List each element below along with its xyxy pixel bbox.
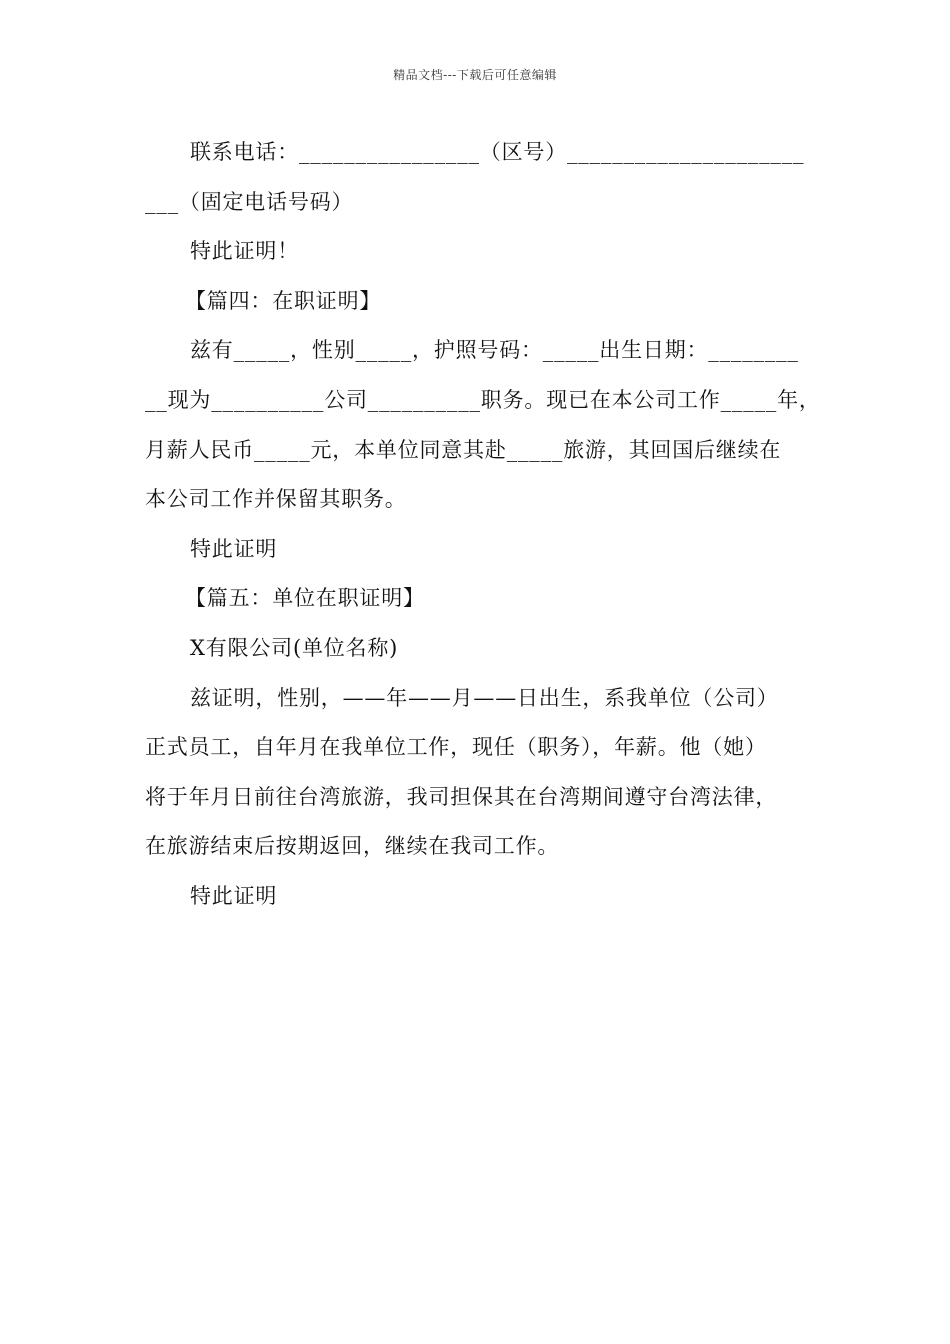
section-four-paragraph-line-4: 本公司工作并保留其职务。 [145,487,407,512]
company-name-line: X有限公司(单位名称) [190,635,399,660]
page-header: 精品文档---下载后可任意编辑 [393,68,557,82]
document-body [145,128,821,922]
section-four-paragraph-line-2: __现为__________公司__________职务。现已在本公司工作_____年， [145,387,821,412]
section-four-paragraph-line-1: 兹有_____，性别_____，护照号码：_____出生日期：________ [190,338,799,363]
contact-phone-line: 联系电话：________________（区号）_____________________ [190,140,805,164]
section-four-heading: 【篇四：在职证明】 [185,288,382,313]
section-five-paragraph-line-2: 正式员工，自年月在我单位工作，现任（职务），年薪。他（她） [145,735,767,760]
section-five-paragraph-line-3: 将于年月日前往台湾旅游，我司担保其在台湾期间遵守台湾法律， [145,784,778,809]
section-five-paragraph-line-1: 兹证明，性别，——年——月——日出生，系我单位（公司） [190,685,779,710]
certify-closing-1: 特此证明！ [190,239,299,264]
section-four-paragraph-line-3: 月薪人民币_____元，本单位同意其赴_____旅游，其回国后继续在 [145,437,782,462]
section-five-paragraph-line-4: 在旅游结束后按期返回，继续在我司工作。 [145,834,560,859]
certify-closing-2: 特此证明 [190,536,278,561]
certify-closing-3: 特此证明 [190,883,278,908]
fixed-phone-line: ___（固定电话号码） [145,189,354,214]
section-five-heading: 【篇五：单位在职证明】 [185,586,425,611]
